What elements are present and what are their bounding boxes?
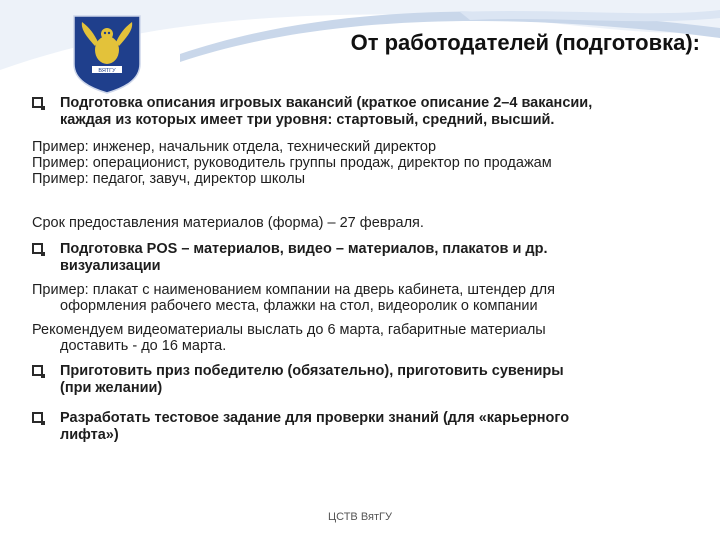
bullet-pos-materials <box>32 241 684 275</box>
slide-content <box>32 95 684 444</box>
bullet-line: Разработать тестовое задание для проверки знаний (для «карьерного <box>60 410 570 426</box>
checkbox-bullet-icon <box>32 243 43 254</box>
checkbox-bullet-icon <box>32 365 43 376</box>
university-emblem <box>72 14 142 94</box>
bullet-line: лифта») <box>60 427 119 443</box>
deadline-text: Срок предоставления материалов (форма) – 27 февраля. <box>32 215 424 231</box>
examples-block <box>32 139 684 187</box>
example-line: Пример: педагог, завуч, директор школы <box>32 171 306 187</box>
example-poster <box>32 282 684 314</box>
svg-text:ВЯТГУ: ВЯТГУ <box>98 68 116 74</box>
recommend-line: доставить - до 16 марта. <box>60 338 227 354</box>
bullet-line: Подготовка описания игровых вакансий (краткое описание 2–4 вакансии, <box>60 95 593 111</box>
bullet-line: Приготовить приз победителю (обязательно), приготовить сувениры <box>60 363 564 379</box>
bullet-line: Подготовка POS – материалов, видео – материалов, плакатов и др. <box>60 241 548 257</box>
bullet-job-descriptions <box>32 95 684 129</box>
bullet-prize <box>32 363 684 397</box>
bullet-line: каждая из которых имеет три уровня: стартовый, средний, высший. <box>60 112 555 128</box>
recommendation <box>32 322 684 354</box>
checkbox-bullet-icon <box>32 97 43 108</box>
footer-label: ЦСТВ ВятГУ <box>328 511 392 523</box>
example-line: оформления рабочего места, флажки на стол, видеоролик о компании <box>60 298 538 314</box>
slide-title: От работодателей (подготовка): <box>350 30 700 55</box>
example-line: Пример: инженер, начальник отдела, технический директор <box>32 139 437 155</box>
checkbox-bullet-icon <box>32 412 43 423</box>
bullet-line: (при желании) <box>60 380 163 396</box>
bullet-line: визуализации <box>60 258 161 274</box>
example-line: Пример: плакат с наименованием компании на дверь кабинета, штендер для <box>32 282 555 298</box>
example-line: Пример: операционист, руководитель группы продаж, директор по продажам <box>32 155 552 171</box>
recommend-line: Рекомендуем видеоматериалы выслать до 6 марта, габаритные материалы <box>32 322 546 338</box>
bullet-test-task <box>32 410 684 444</box>
